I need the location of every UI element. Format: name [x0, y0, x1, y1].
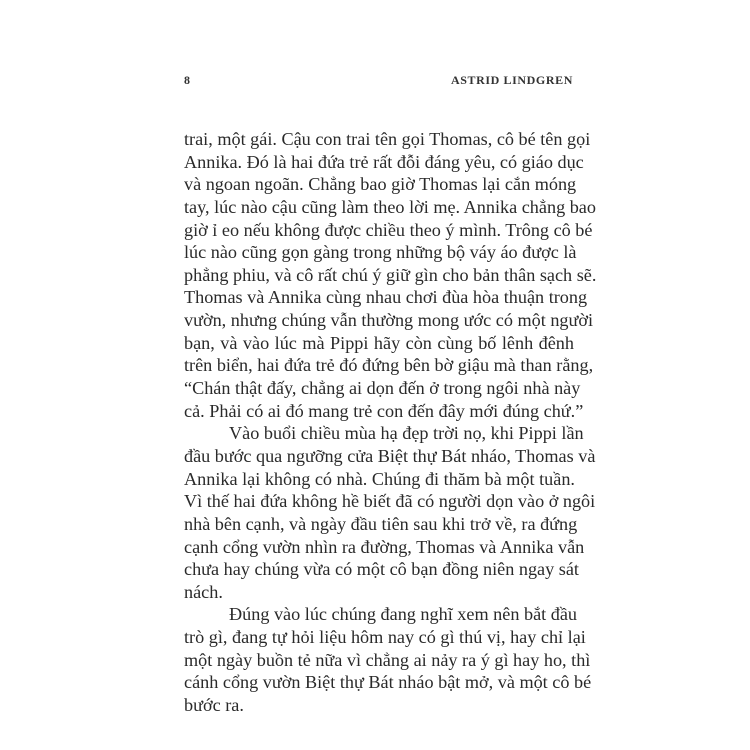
paragraph [184, 128, 597, 422]
paragraph [184, 603, 592, 716]
running-head: ASTRID LINDGREN [450, 73, 573, 87]
text-line: vườn, nhưng chúng vẫn thường mong ước có một người [184, 310, 594, 331]
text-line: một ngày buồn tẻ nữa vì chẳng ai nảy ra ý gì hay ho, thì [184, 649, 591, 670]
text-line: bước ra. [184, 695, 244, 716]
paragraph [184, 422, 596, 603]
text-line: Vì thế hai đứa không hề biết đã có người dọn vào ở ngôi [184, 491, 596, 512]
text-line: giờ ỉ eo nếu không được chiều theo ý mình. Trông cô bé [184, 219, 593, 240]
text-line: phẳng phiu, và cô rất chú ý giữ gìn cho bản thân sạch sẽ. [184, 264, 597, 285]
text-line: chưa hay chúng vừa có một cô bạn đồng niên ngay sát [184, 559, 579, 580]
text-line: Annika. Đó là hai đứa trẻ rất đỗi đáng yêu, có giáo dục [184, 151, 584, 172]
text-line: cạnh cổng vườn nhìn ra đường, Thomas và Annika vẫn [184, 536, 585, 557]
text-line: Thomas và Annika cùng nhau chơi đùa hòa thuận trong [184, 287, 588, 308]
text-line: trên biển, hai đứa trẻ đó đứng bên bờ giậu mà than rằng, [184, 355, 594, 376]
text-line: trai, một gái. Cậu con trai tên gọi Thomas, cô bé tên gọi [184, 129, 591, 149]
text-line: Vào buổi chiều mùa hạ đẹp trời nọ, khi Pippi lần [229, 423, 584, 444]
text-line: nách. [184, 581, 223, 602]
body-text [184, 128, 597, 717]
text-line: Annika lại không có nhà. Chúng đi thăm bà một tuần. [184, 468, 575, 489]
text-line: lúc nào cũng gọn gàng trong những bộ váy áo được là [184, 242, 577, 263]
text-line: cả. Phải có ai đó mang trẻ con đến đây mới đúng chứ.” [184, 400, 584, 421]
page-number: 8 [184, 73, 191, 87]
text-line: đầu bước qua ngưỡng cửa Biệt thự Bát nháo, Thomas và [184, 445, 596, 466]
text-line: nhà bên cạnh, và ngày đầu tiên sau khi trở về, ra đứng [184, 513, 578, 534]
text-line: Đúng vào lúc chúng đang nghĩ xem nên bắt đầu [229, 604, 578, 625]
text-line: và ngoan ngoãn. Chẳng bao giờ Thomas lại cắn móng [184, 174, 577, 195]
text-line: cánh cổng vườn Biệt thự Bát nháo bật mở, và một cô bé [184, 672, 592, 693]
text-line: bạn, và vào lúc mà Pippi hãy còn cùng bố lênh đênh [184, 332, 574, 353]
text-line: “Chán thật đấy, chẳng ai dọn đến ở trong ngôi nhà này [184, 378, 581, 399]
text-line: trò gì, đang tự hỏi liệu hôm nay có gì thú vị, hay chỉ lại [184, 627, 586, 648]
text-line: tay, lúc nào cậu cũng làm theo lời mẹ. Annika chẳng bao [184, 196, 596, 217]
